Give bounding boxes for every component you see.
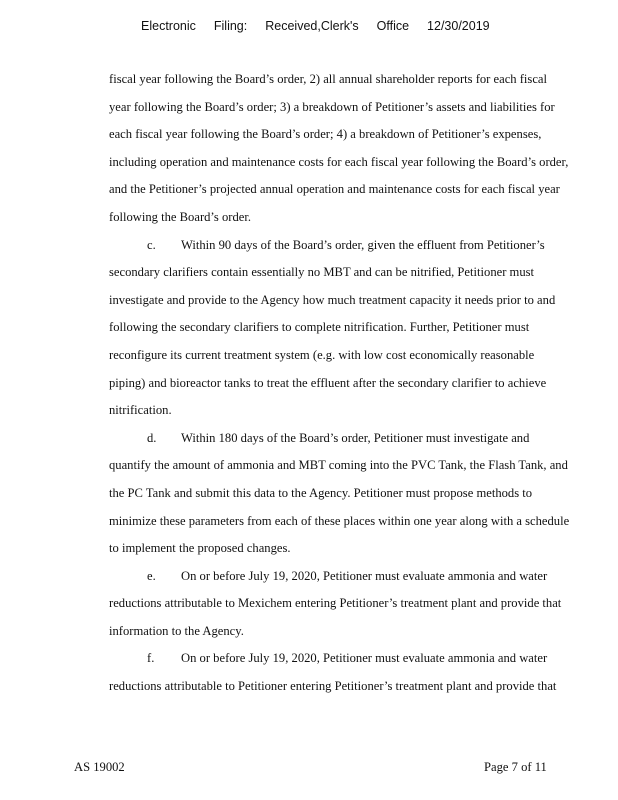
header-office: Office	[376, 19, 410, 33]
text-line: investigate and provide to the Agency how much treatment capacity it needs prior to and	[109, 292, 556, 307]
paragraph-continuation	[109, 66, 609, 232]
text-line: and the Petitioner’s projected annual operation and maintenance costs for each fiscal year	[109, 182, 560, 197]
header-electronic: Electronic	[141, 19, 196, 33]
text-line: secondary clarifiers contain essentially no MBT and can be nitrified, Petitioner must	[109, 265, 535, 280]
paragraph-c	[109, 232, 609, 425]
paragraph-d	[109, 425, 609, 563]
text-line: each fiscal year following the Board’s order; 4) a breakdown of Petitioner’s expenses,	[109, 127, 542, 142]
text-line: f. On or before July 19, 2020, Petitioner must evaluate ammonia and water	[109, 645, 609, 673]
paragraph-label: d.	[147, 430, 157, 445]
text-line: c. Within 90 days of the Board’s order, given the effluent from Petitioner’s	[109, 232, 609, 260]
text-line: fiscal year following the Board’s order, 2) all annual shareholder reports for each fiscal	[109, 72, 548, 86]
text-line: reconfigure its current treatment system (e.g. with low cost economically reasonable	[109, 347, 535, 362]
paragraph-e	[109, 563, 609, 646]
paragraph-label: e.	[147, 568, 156, 583]
text-line: quantify the amount of ammonia and MBT coming into the PVC Tank, the Flash Tank, and	[109, 458, 568, 473]
text-line: to implement the proposed changes.	[109, 541, 291, 556]
text-line: reductions attributable to Petitioner entering Petitioner’s treatment plant and provide that	[109, 679, 557, 694]
text-line: minimize these parameters from each of these places within one year along with a schedule	[109, 513, 570, 528]
page-number: Page 7 of 11	[484, 760, 547, 774]
paragraph-label: f.	[147, 651, 155, 666]
text-line: the PC Tank and submit this data to the Agency. Petitioner must propose methods to	[109, 485, 533, 500]
text-line: year following the Board’s order; 3) a breakdown of Petitioner’s assets and liabilities for	[109, 99, 555, 114]
text-line: information to the Agency.	[109, 623, 244, 638]
header-filing: Filing:	[213, 19, 248, 33]
text-line: piping) and bioreactor tanks to treat the effluent after the secondary clarifier to achieve	[109, 375, 547, 390]
text-line: nitrification.	[109, 403, 172, 418]
filing-header	[141, 19, 508, 33]
paragraph-f	[109, 645, 609, 700]
paragraph-label: c.	[147, 237, 156, 252]
header-received: Received,Clerk's	[265, 19, 359, 33]
text-line: d. Within 180 days of the Board’s order, Petitioner must investigate and	[109, 425, 609, 453]
text-line: following the secondary clarifiers to complete nitrification. Further, Petitioner must	[109, 320, 530, 335]
docket-number: AS 19002	[74, 760, 125, 774]
text-line: following the Board’s order.	[109, 209, 252, 224]
document-body	[109, 66, 609, 701]
header-date: 12/30/2019	[427, 19, 490, 33]
text-line: reductions attributable to Mexichem entering Petitioner’s treatment plant and provide that	[109, 596, 562, 611]
text-line: e. On or before July 19, 2020, Petitioner must evaluate ammonia and water	[109, 563, 609, 591]
text-line: including operation and maintenance costs for each fiscal year following the Board’s order,	[109, 154, 569, 169]
